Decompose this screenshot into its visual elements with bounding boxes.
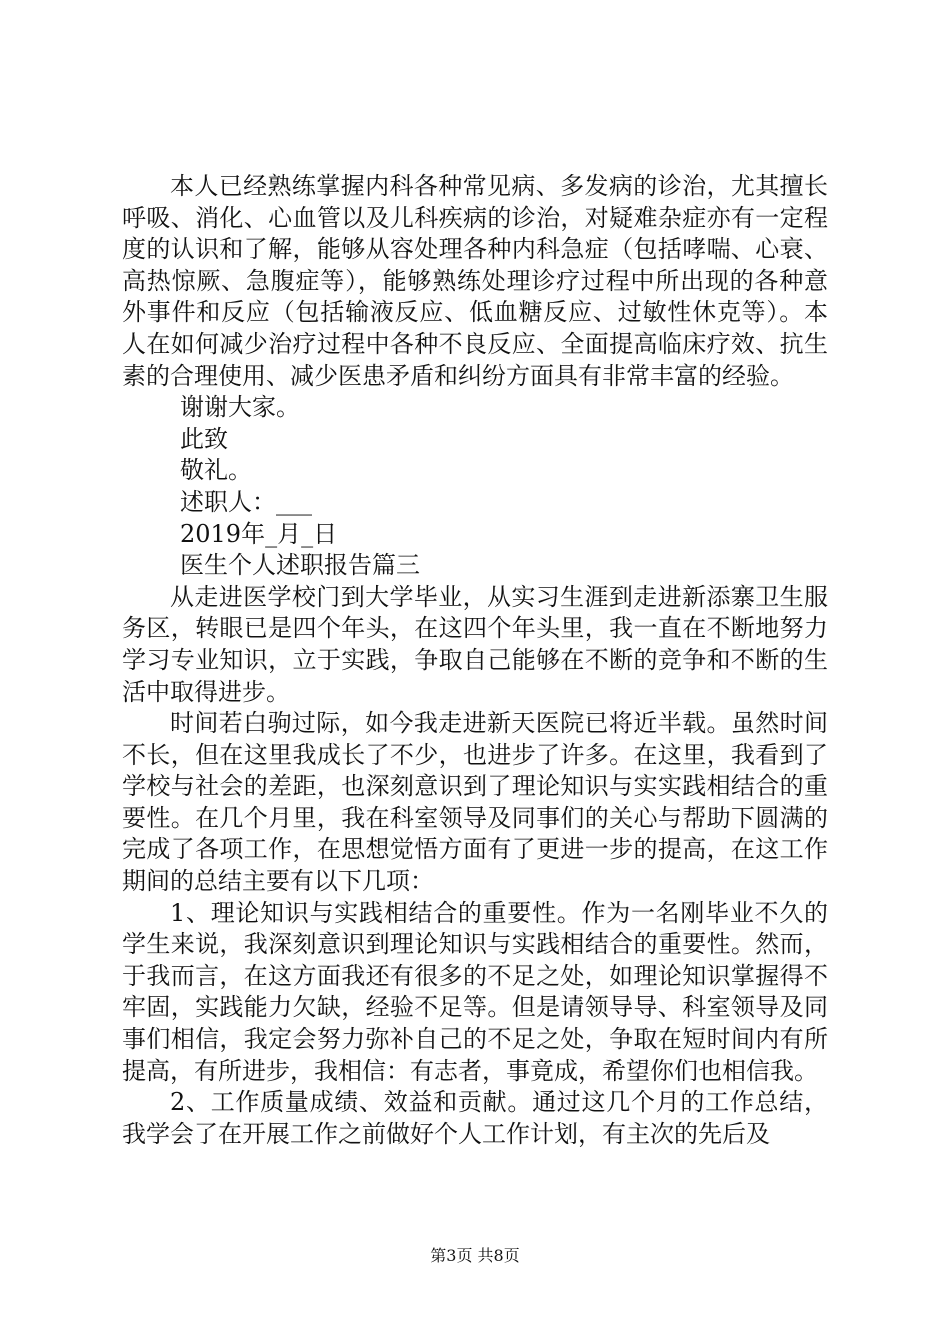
paragraph-intro: 从走进医学校门到大学毕业，从实习生涯到走进新添寨卫生服务区，转眼已是四个年头，在这四个年头里，我一直在不断地努力学习专业知识，立于实践，争取自己能够在不断的竞争和不断的生活中取得进步。	[122, 582, 828, 706]
closing-salutation: 此致	[180, 424, 228, 453]
paragraph-point-2: 2、工作质量成绩、效益和贡献。通过这几个月的工作总结，我学会了在开展工作之前做好个人工作计划，有主次的先后及	[122, 1088, 828, 1148]
section-title: 医生个人述职报告篇三	[180, 551, 420, 580]
date-line: 2019年_月_日	[180, 519, 338, 548]
paragraph-progress: 时间若白驹过际，如今我走进新天医院已将近半载。虽然时间不长，但在这里我成长了不少，也进步了许多。在这里，我看到了学校与社会的差距，也深刻意识到了理论知识与实实践相结合的重要性。在几个月里，我在科室领导及同事们的关心与帮助下圆满的完成了各项工作，在思想觉悟方面有了更进一步的提高，在这工作期间的总结主要有以下几项：	[122, 709, 828, 896]
paragraph-point-1: 1、理论知识与实践相结合的重要性。作为一名刚毕业不久的学生来说，我深刻意识到理论知识与实践相结合的重要性。然而，于我而言，在这方面我还有很多的不足之处，如理论知识掌握得不牢固，实践能力欠缺，经验不足等。但是请领导导、科室领导及同事们相信，我定会努力弥补自己的不足之处，争取在短时间内有所提高，有所进步，我相信：有志者，事竟成，希望你们也相信我。	[122, 898, 828, 1085]
signature-line: 述职人：___	[180, 487, 312, 516]
paragraph-experience: 本人已经熟练掌握内科各种常见病、多发病的诊治，尤其擅长呼吸、消化、心血管以及儿科疾病的诊治，对疑难杂症亦有一定程度的认识和了解，能够从容处理各种内科急症（包括哮喘、心衰、高热惊厥、急腹症等），能够熟练处理诊疗过程中所出现的各种意外事件和反应（包括输液反应、低血糖反应、过敏性休克等）。本人在如何减少治疗过程中各种不良反应、全面提高临床疗效、抗生素的合理使用、减少医患矛盾和纠纷方面具有非常丰富的经验。	[122, 172, 828, 390]
closing-thanks: 谢谢大家。	[180, 393, 300, 422]
closing-regards: 敬礼。	[180, 456, 252, 485]
document-body	[122, 171, 828, 1150]
page-footer: 第3页 共8页	[430, 1246, 520, 1265]
